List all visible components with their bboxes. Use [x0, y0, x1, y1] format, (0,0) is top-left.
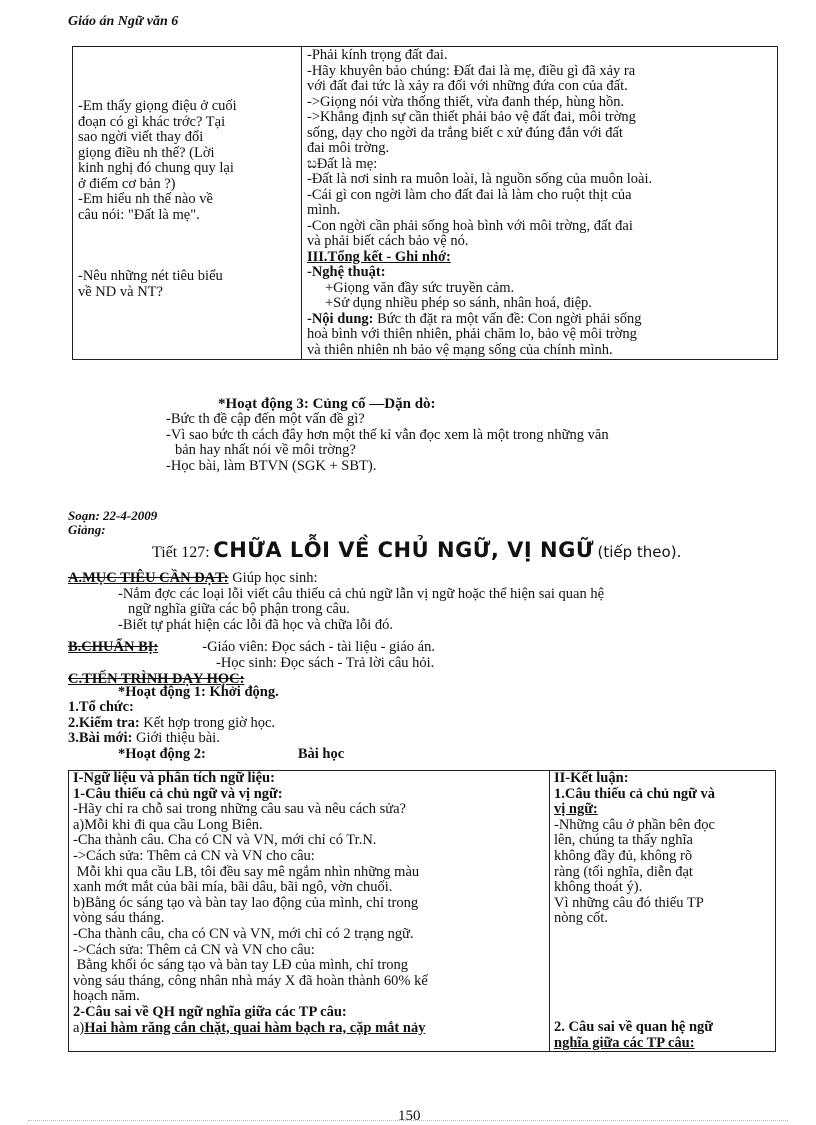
conclusion-subheading: 1.Câu thiếu cả chủ ngữ và [554, 785, 715, 802]
page-header: Giáo án Ngữ văn 6 [68, 14, 179, 29]
conclusion-column [550, 771, 776, 1052]
analysis-line: Mỗi khi qua cầu LB, tôi đều say mê ngắm nhìn những màu [73, 863, 420, 880]
activity-3-heading: *Hoạt động 3: Củng cố —Dặn dò: [218, 396, 436, 412]
analysis-line: b)Bằng óc sáng tạo và bàn tay lao động của mình, chỉ trong [73, 894, 419, 911]
analysis-line: vòng sáu tháng, công nhân nhà máy X đã hoàn thành 60% kế [73, 972, 428, 989]
item-label: 3.Bài mới: [68, 730, 133, 746]
answer-line: -Cái gì con ngời làm cho đất đai là làm cho ruột thịt của [307, 186, 632, 203]
section-a-line: -Biết tự phát hiện các lỗi đã học và chữa lỗi đó. [118, 616, 394, 633]
analysis-subheading: 2-Câu sai về QH ngữ nghĩa giữa các TP câu: [73, 1003, 347, 1020]
section-b-line: -Học sinh: Đọc sách - Trả lời câu hỏi. [216, 654, 435, 671]
dat-la-me-heading: ಬĐất là mẹ: [307, 155, 378, 172]
analysis-column [69, 771, 550, 1052]
answer-line: ->Khẳng định sự cần thiết phải bảo vệ đất đai, môi trờng [307, 109, 636, 125]
questions-column [73, 47, 302, 360]
item-label: 2.Kiểm tra: [68, 714, 140, 731]
conclusion-line: nòng cốt. [554, 910, 608, 927]
conclusion-subheading: nghĩa giữa các TP câu: [554, 1034, 695, 1051]
section-b [68, 640, 780, 671]
answer-line: với đất đai tức là xảy ra đối với những đứa con của đất. [307, 78, 628, 94]
art-heading: -Nghệ thuật: [307, 264, 386, 280]
analysis-line: -Cha thành câu, cha có CN và VN, mới chỉ có 2 trạng ngữ. [73, 925, 414, 942]
question-line: kinh nghị đó chung quy lại [78, 160, 234, 176]
summary-heading: III.Tổng kết - Ghi nhớ: [307, 248, 451, 265]
lesson-table-bottom [68, 770, 776, 1052]
answer-line: ->Giọng nói vừa thống thiết, vừa đanh thép, hùng hồn. [307, 93, 625, 110]
answer-line: sống, dạy cho ngời da trắng biết c xử đúng đắn với đất [307, 124, 623, 141]
analysis-line: vòng sáu tháng. [73, 910, 165, 927]
activity-2-heading: *Hoạt động 2: Bài học [118, 745, 345, 762]
section-b-line: -Giáo viên: Đọc sách - tài liệu - giáo án. [202, 639, 435, 655]
date-block [68, 509, 157, 537]
content-line: -Nội dung: Bức th đặt ra một vấn đề: Con ngời phải sống [307, 310, 642, 327]
section-b-label: B.CHUẨN BỊ: [68, 639, 159, 655]
giang-label: Giảng: [68, 522, 106, 537]
lesson-table-top [72, 46, 778, 360]
lesson-title [152, 538, 681, 562]
analysis-line: -Hãy chỉ ra chỗ sai trong những câu sau và nêu cách sửa? [73, 801, 406, 818]
footer-divider [28, 1120, 788, 1121]
conclusion-line: ràng (tối nghĩa, diễn đạt [554, 863, 693, 880]
answer-line: và phải biết cách bảo vệ nó. [307, 233, 469, 249]
content-line: hoà bình với thiên nhiên, phải chăm lo, bảo vệ môi trờng [307, 326, 637, 342]
conclusion-line: không thoát ý). [554, 879, 643, 896]
answer-line: -Đất là nơi sinh ra muôn loài, là nguồn sống của muôn loài. [307, 171, 653, 187]
answer-line: -Con ngời cần phải sống hoà bình với môi trờng, đất đai [307, 217, 633, 234]
question-line: câu nói: "Đất là mẹ". [78, 206, 200, 223]
soan-date: Soạn: 22-4-2009 [68, 508, 158, 523]
bullet-symbol-icon: ಬ [307, 155, 317, 172]
question-line: giọng điều nh thế? (Lời [78, 144, 215, 161]
analysis-line: hoạch năm. [73, 988, 140, 1005]
section-c [68, 672, 780, 762]
item-label: 1.Tổ chức: [68, 699, 134, 715]
analysis-line: xanh mớt mắt của bãi mía, bãi dâu, bãi ngô, vờn chuối. [73, 879, 393, 896]
item-text: Kết hợp trong giờ học. [143, 714, 276, 731]
section-a-line: ngữ nghĩa giữa các bộ phận trong câu. [128, 601, 350, 617]
question-line: sao ngời viết thay đổi [78, 129, 204, 145]
conclusion-line: Vì những câu đó thiếu TP [554, 894, 704, 911]
section-c-label: C.TIẾN TRÌNH DẠY HỌC: [68, 671, 245, 687]
analysis-line: ->Cách sửa: Thêm cả CN và VN cho câu: [73, 847, 315, 864]
activity-3-line: -Bức th đề cập đến một vấn đề gì? [166, 411, 365, 427]
answer-line: -Phải kính trọng đất đai. [307, 47, 448, 63]
page-number: 150 [398, 1108, 421, 1124]
conclusion-line: lên, chúng ta thấy nghĩa [554, 832, 693, 849]
analysis-line: Bằng khối óc sáng tạo và bàn tay LĐ của mình, chỉ trong [73, 957, 409, 974]
lesson-number: Tiết 127: [152, 544, 210, 561]
art-item: +Sử dụng nhiều phép so sánh, nhân hoá, điệp. [325, 295, 592, 311]
conclusion-heading: II-Kết luận: [554, 770, 629, 786]
question-line: -Em hiểu nh thế nào về [78, 191, 213, 207]
analysis-subheading: 1-Câu thiếu cả chủ ngữ và vị ngữ: [73, 785, 283, 802]
content-line: và thiên nhiên nh bảo vệ mạng sống của chính mình. [307, 341, 613, 358]
lesson-name: CHỮA LỖI VỀ CHỦ NGỮ, VỊ NGỮ [213, 538, 594, 562]
activity-1-heading: *Hoạt động 1: Khởi động. [118, 683, 279, 700]
analysis-line: ->Cách sửa: Thêm cả CN và VN cho câu: [73, 941, 315, 958]
analysis-heading: I-Ngữ liệu và phân tích ngữ liệu: [73, 770, 275, 786]
question-line: -Em thấy giọng điệu ở cuối [78, 98, 237, 114]
question-line: đoạn có gì khác trớc? Tại [78, 113, 226, 130]
conclusion-subheading: 2. Câu sai về quan hệ ngữ [554, 1018, 713, 1035]
answers-column [302, 47, 778, 360]
section-a-line: -Nắm đợc các loại lỗi viết câu thiếu cả chủ ngữ lẫn vị ngữ hoặc thể hiện sai quan hệ [118, 585, 605, 602]
art-item: +Giọng văn đầy sức truyền cảm. [325, 279, 515, 296]
analysis-line: a)Hai hàm răng cắn chặt, quai hàm bạch ra, cặp mắt nảy [73, 1019, 426, 1036]
activity-3-list [166, 412, 778, 474]
activity-3-line: -Học bài, làm BTVN (SGK + SBT). [166, 457, 377, 474]
lesson-subtitle: (tiếp theo). [597, 543, 682, 561]
item-text: Giới thiệu bài. [136, 730, 220, 746]
section-a-label: A.MỤC TIÊU CẦN ĐẠT: [68, 570, 229, 586]
answer-line: mình. [307, 202, 341, 218]
section-a [68, 571, 780, 633]
analysis-line: -Cha thành câu. Cha có CN và VN, mới chỉ có Tr.N. [73, 832, 377, 849]
question-line: -Nêu những nét tiêu biểu [78, 268, 223, 284]
question-line: ở điểm cơ bản ?) [78, 175, 176, 192]
section-a-intro: Giúp học sinh: [232, 570, 318, 586]
activity-3-line: bản hay nhất nói về môi trờng? [175, 442, 356, 458]
answer-line: -Hãy khuyên bảo chúng: Đất đai là mẹ, điều gì đã xảy ra [307, 62, 636, 79]
answer-line: đai môi trờng. [307, 140, 390, 156]
conclusion-subheading: vị ngữ: [554, 801, 598, 818]
conclusion-line: không đầy đủ, không rõ [554, 847, 693, 864]
conclusion-line: -Những câu ở phần bên đọc [554, 816, 715, 833]
activity-3-line: -Vì sao bức th cách đây hơn một thế kỉ vẫn đọc xem là một trong những văn [166, 426, 609, 443]
analysis-line: a)Mỗi khi đi qua cầu Long Biên. [73, 816, 263, 833]
baihoc-label: Bài học [297, 745, 345, 762]
question-line: về ND và NT? [78, 283, 163, 300]
